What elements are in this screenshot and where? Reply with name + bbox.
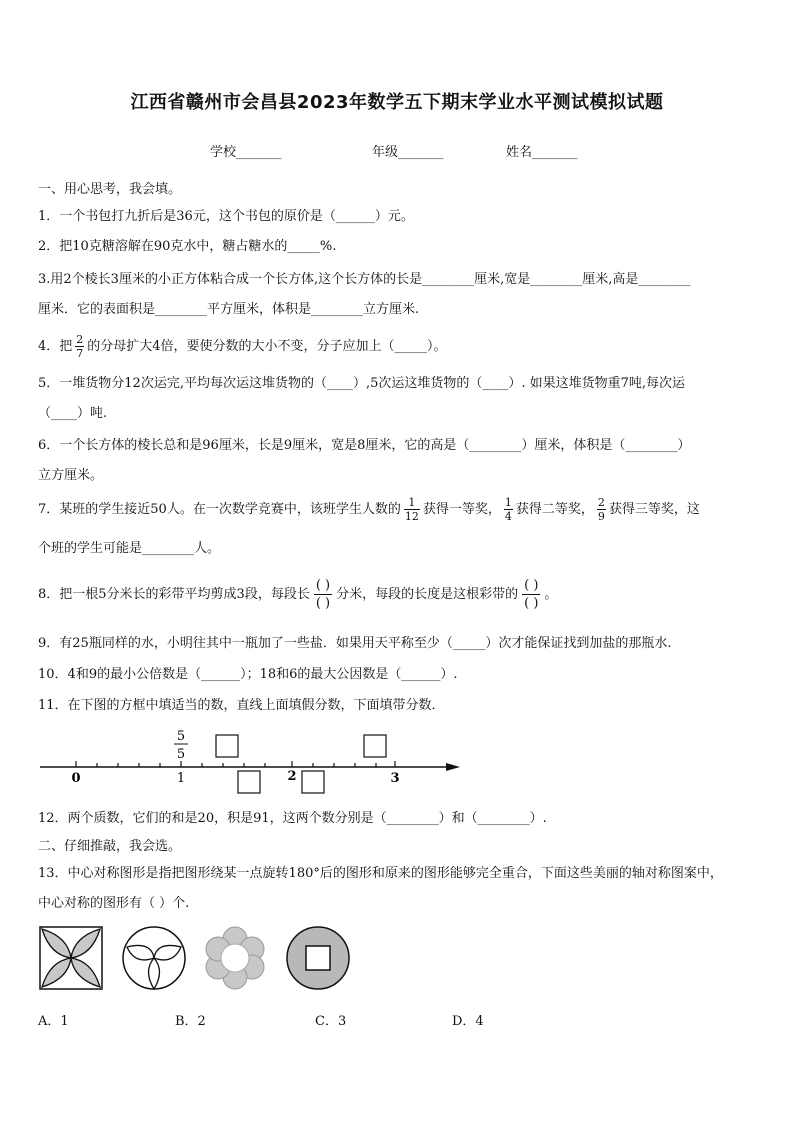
name-field: 姓名_______ [506,145,578,160]
figure-square-petals [38,925,104,991]
question-11: 11．在下图的方框中填适当的数，直线上面填假分数，下面填带分数． [38,698,445,713]
number-line-fraction-denominator: 5 [176,747,186,762]
q8-blank-2-denominator: ( ) [524,596,539,611]
q7-fraction-3-denominator: 9 [597,510,605,523]
q7-fraction-3 [597,496,606,523]
q8-text-mid: 分米，每段的长度是这根彩带的 [336,587,519,602]
q8-blank-1-numerator: ( ) [315,578,331,593]
option-b[interactable]: B．2 [175,1014,206,1029]
question-10: 10．4和9的最小公倍数是（______）；18和6的最大公因数是（______）. [38,667,458,682]
q7-fraction-2-numerator: 1 [504,496,512,509]
q7-fraction-1 [404,496,420,523]
answer-box-above-2[interactable] [364,735,386,757]
question-6-line-2: 立方厘米。 [38,468,104,483]
figure-coin [285,925,351,991]
question-13-line-1: 13．中心对称图形是指把图形绕某一点旋转180°后的图形和原来的图形能够完全重合，下面这些美丽的轴对称图案中， [38,866,723,881]
q8-blank-2-numerator: ( ) [524,578,539,593]
q8-blank-fraction-1 [314,577,332,612]
q8-blank-fraction-2 [522,577,540,612]
answer-box-above-1[interactable] [216,735,238,757]
question-3-line-1: 3.用2个棱长3厘米的小正方体粘合成一个长方体,这个长方体的长是________厘米,宽是________厘米,高是________ [38,272,691,287]
q8-blank-1-denominator: ( ) [315,596,331,611]
number-line-label-1: 1 [176,771,186,786]
question-7-line-1 [38,496,700,523]
q7-fraction-1-numerator: 1 [404,496,420,510]
q4-text-pre: 4．把 [38,339,73,354]
q4-fraction-numerator: 2 [76,333,84,346]
page-title: 江西省赣州市会昌县2023年数学五下期末学业水平测试模拟试题 [130,92,664,113]
question-1: 1．一个书包打九折后是36元，这个书包的原价是（______）元。 [38,209,414,224]
answer-box-below-1[interactable] [238,771,260,793]
q7-text-post: 获得三等奖，这 [608,502,700,517]
q7-fraction-2-denominator: 4 [504,510,512,523]
q7-fraction-1-denominator: 12 [404,510,419,523]
school-field: 学校_______ [210,145,282,160]
option-a[interactable]: A．1 [38,1014,69,1029]
option-c[interactable]: C．3 [315,1014,347,1029]
answer-box-below-2[interactable] [302,771,324,793]
question-9: 9．有25瓶同样的水，小明往其中一瓶加了一些盐．如果用天平称至少（_____）次才能保证找到加盐的那瓶水. [38,636,672,651]
q7-fraction-2 [504,496,513,523]
figure-circle-leaves [121,925,187,991]
section-heading-1: 一、用心思考，我会填。 [38,182,182,197]
q8-text-end: 。 [544,587,558,602]
question-8 [38,577,557,612]
q4-fraction [75,333,84,360]
section-heading-2: 二、仔细推敲，我会选。 [38,839,182,854]
question-4 [38,333,447,360]
number-line-figure [36,726,466,798]
question-5-line-1: 5．一堆货物分12次运完,平均每次运这堆货物的（____）,5次运这堆货物的（____）. 如果这堆货物重7吨,每次运 [38,376,686,391]
number-line-label-2: 2 [287,769,297,784]
question-3-line-2: 厘米．它的表面积是________平方厘米，体积是________立方厘米. [38,302,420,317]
number-line-label-3: 3 [390,771,400,786]
q7-text-pre: 7．某班的学生接近50人。在一次数学竞赛中，该班学生人数的 [38,502,401,517]
number-line-ticks [76,761,395,767]
number-line-label-0: 0 [71,771,81,786]
number-line-fraction-numerator: 5 [176,729,186,744]
question-12: 12．两个质数，它们的和是20，积是91，这两个数分别是（________）和（________）. [38,811,547,826]
q4-fraction-denominator: 7 [76,347,84,360]
q4-text-post: 的分母扩大4倍，要使分数的大小不变，分子应加上（_____）。 [87,339,447,354]
question-5-line-2: （____）吨. [38,406,108,421]
option-d[interactable]: D．4 [452,1014,484,1029]
q7-fraction-3-numerator: 2 [597,496,605,509]
question-7-line-2: 个班的学生可能是________人。 [38,541,221,556]
grade-field: 年级_______ [372,145,444,160]
q8-text-pre: 8．把一根5分米长的彩带平均剪成3段，每段长 [38,587,310,602]
q7-text-mid-1: 获得一等奖， [422,502,501,517]
question-13-line-2: 中心对称的图形有（ ）个. [38,896,190,911]
q7-text-mid-2: 获得二等奖， [515,502,594,517]
figure-flower [202,925,268,991]
question-6-line-1: 6．一个长方体的棱长总和是96厘米，长是9厘米，宽是8厘米，它的高是（________）厘米，体积是（________） [38,438,691,453]
number-line-arrow [446,763,460,771]
question-2: 2．把10克糖溶解在90克水中，糖占糖水的_____%. [38,239,337,254]
